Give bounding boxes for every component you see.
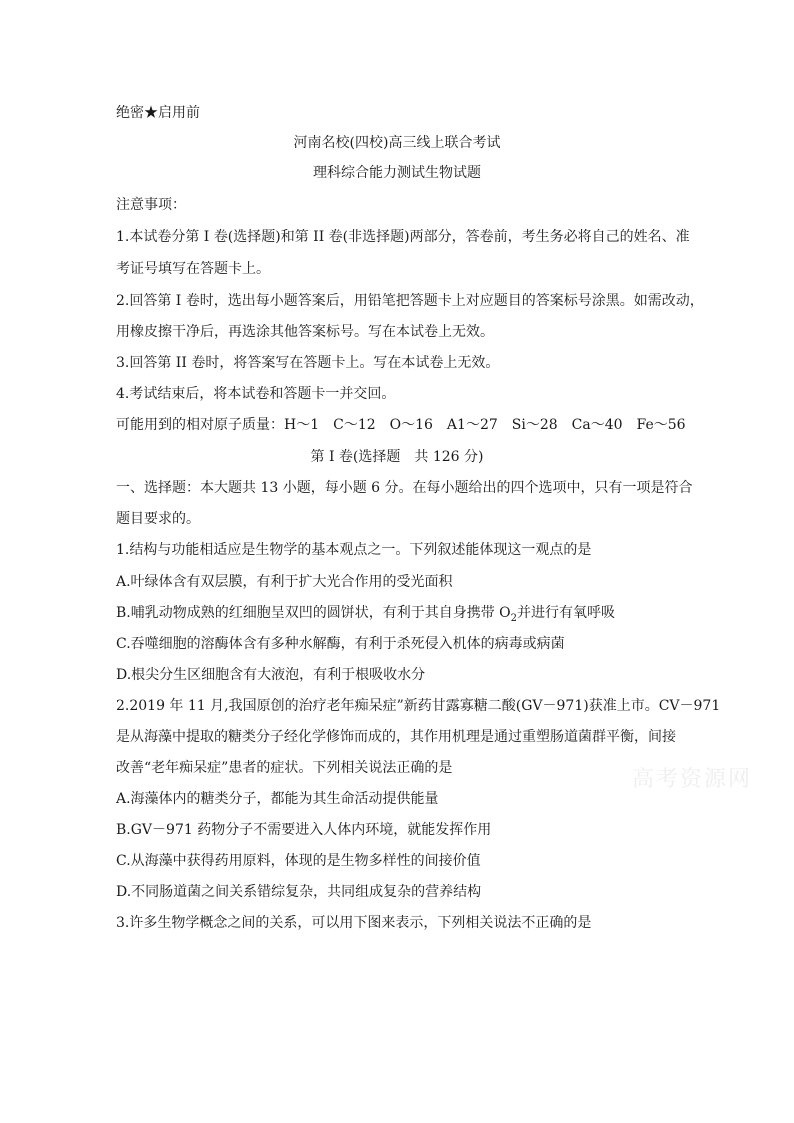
question-1-option-c: C.吞噬细胞的溶酶体含有多种水解酶，有利于杀死侵入机体的病毒或病菌 xyxy=(116,636,565,652)
section-instructions-line-1: 一、选择题：本大题共 13 小题，每小题 6 分。在每小题给出的四个选项中，只有一项是符合 xyxy=(116,480,693,496)
note-3: 3.回答第 II 卷时，将答案写在答题卡上。写在本试卷上无效。 xyxy=(116,355,500,371)
question-3-stem: 3.许多生物学概念之间的关系，可以用下图来表示，下列相关说法不正确的是 xyxy=(116,915,592,931)
question-1-option-a: A.叶绿体含有双层膜，有利于扩大光合作用的受光面积 xyxy=(116,574,453,590)
oxygen-subscript: 2 xyxy=(510,612,518,624)
note-1-line-2: 考证号填写在答题卡上。 xyxy=(116,261,270,277)
question-1-option-d: D.根尖分生区细胞含有大液泡，有利于根吸收水分 xyxy=(116,667,426,683)
question-2-option-d: D.不同肠道菌之间关系错综复杂，共同组成复杂的营养结构 xyxy=(116,884,482,900)
question-2-option-a: A.海藻体内的糖类分子，都能为其生命活动提供能量 xyxy=(116,791,439,807)
note-4: 4.考试结束后，将本试卷和答题卡一并交回。 xyxy=(116,386,396,402)
question-2-option-c: C.从海藻中获得药用原料，体现的是生物多样性的间接价值 xyxy=(116,853,481,869)
question-2-stem-line-3: 改善“老年痴呆症”患者的症状。下列相关说法正确的是 xyxy=(116,760,453,776)
notes-heading: 注意事项： xyxy=(116,197,186,213)
note-1-line-1: 1.本试卷分第 I 卷(选择题)和第 II 卷(非选择题)两部分，答卷前，考生务必将自己的姓名、准 xyxy=(116,229,690,245)
question-1-option-b xyxy=(116,603,696,623)
option-b-text: B.哺乳动物成熟的红细胞呈双凹的圆饼状，有利于其自身携带 O xyxy=(116,605,511,621)
note-2-line-1: 2.回答第 I 卷时，选出每小题答案后，用铅笔把答题卡上对应题目的答案标号涂黑。如需改动， xyxy=(116,293,704,309)
question-1-stem: 1.结构与功能相适应是生物学的基本观点之一。下列叙述能体现这一观点的是 xyxy=(116,542,592,558)
note-2-line-2: 用橡皮擦干净后，再选涂其他答案标号。写在本试卷上无效。 xyxy=(116,324,494,340)
question-2-stem-line-1: 2.2019 年 11 月,我国原创的治疗老年痴呆症”新药甘露寡糖二酸(GV－971)获准上市。CV－971 xyxy=(116,698,721,714)
section-instructions-line-2: 题目要求的。 xyxy=(116,511,200,527)
subject-title: 理科综合能力测试生物试题 xyxy=(313,165,481,181)
atomic-masses: 可能用到的相对原子质量：H～1 C～12 O～16 A1～27 Si～28 Ca～40 Fe～56 xyxy=(116,417,686,433)
watermark: 高考资源网 xyxy=(632,767,753,792)
confidential-label: 绝密★启用前 xyxy=(116,105,200,121)
option-b-text-end: 并进行有氧呼吸 xyxy=(517,605,616,621)
section-heading: 第 I 卷(选择题 共 126 分) xyxy=(310,449,484,465)
question-2-stem-line-2: 是从海藻中提取的糖类分子经化学修饰而成的，其作用机理是通过重塑肠道菌群平衡，间接 xyxy=(116,729,676,745)
question-2-option-b: B.GV－971 药物分子不需要进入人体内环境，就能发挥作用 xyxy=(116,822,492,838)
exam-title: 河南名校(四校)高三线上联合考试 xyxy=(293,135,501,151)
